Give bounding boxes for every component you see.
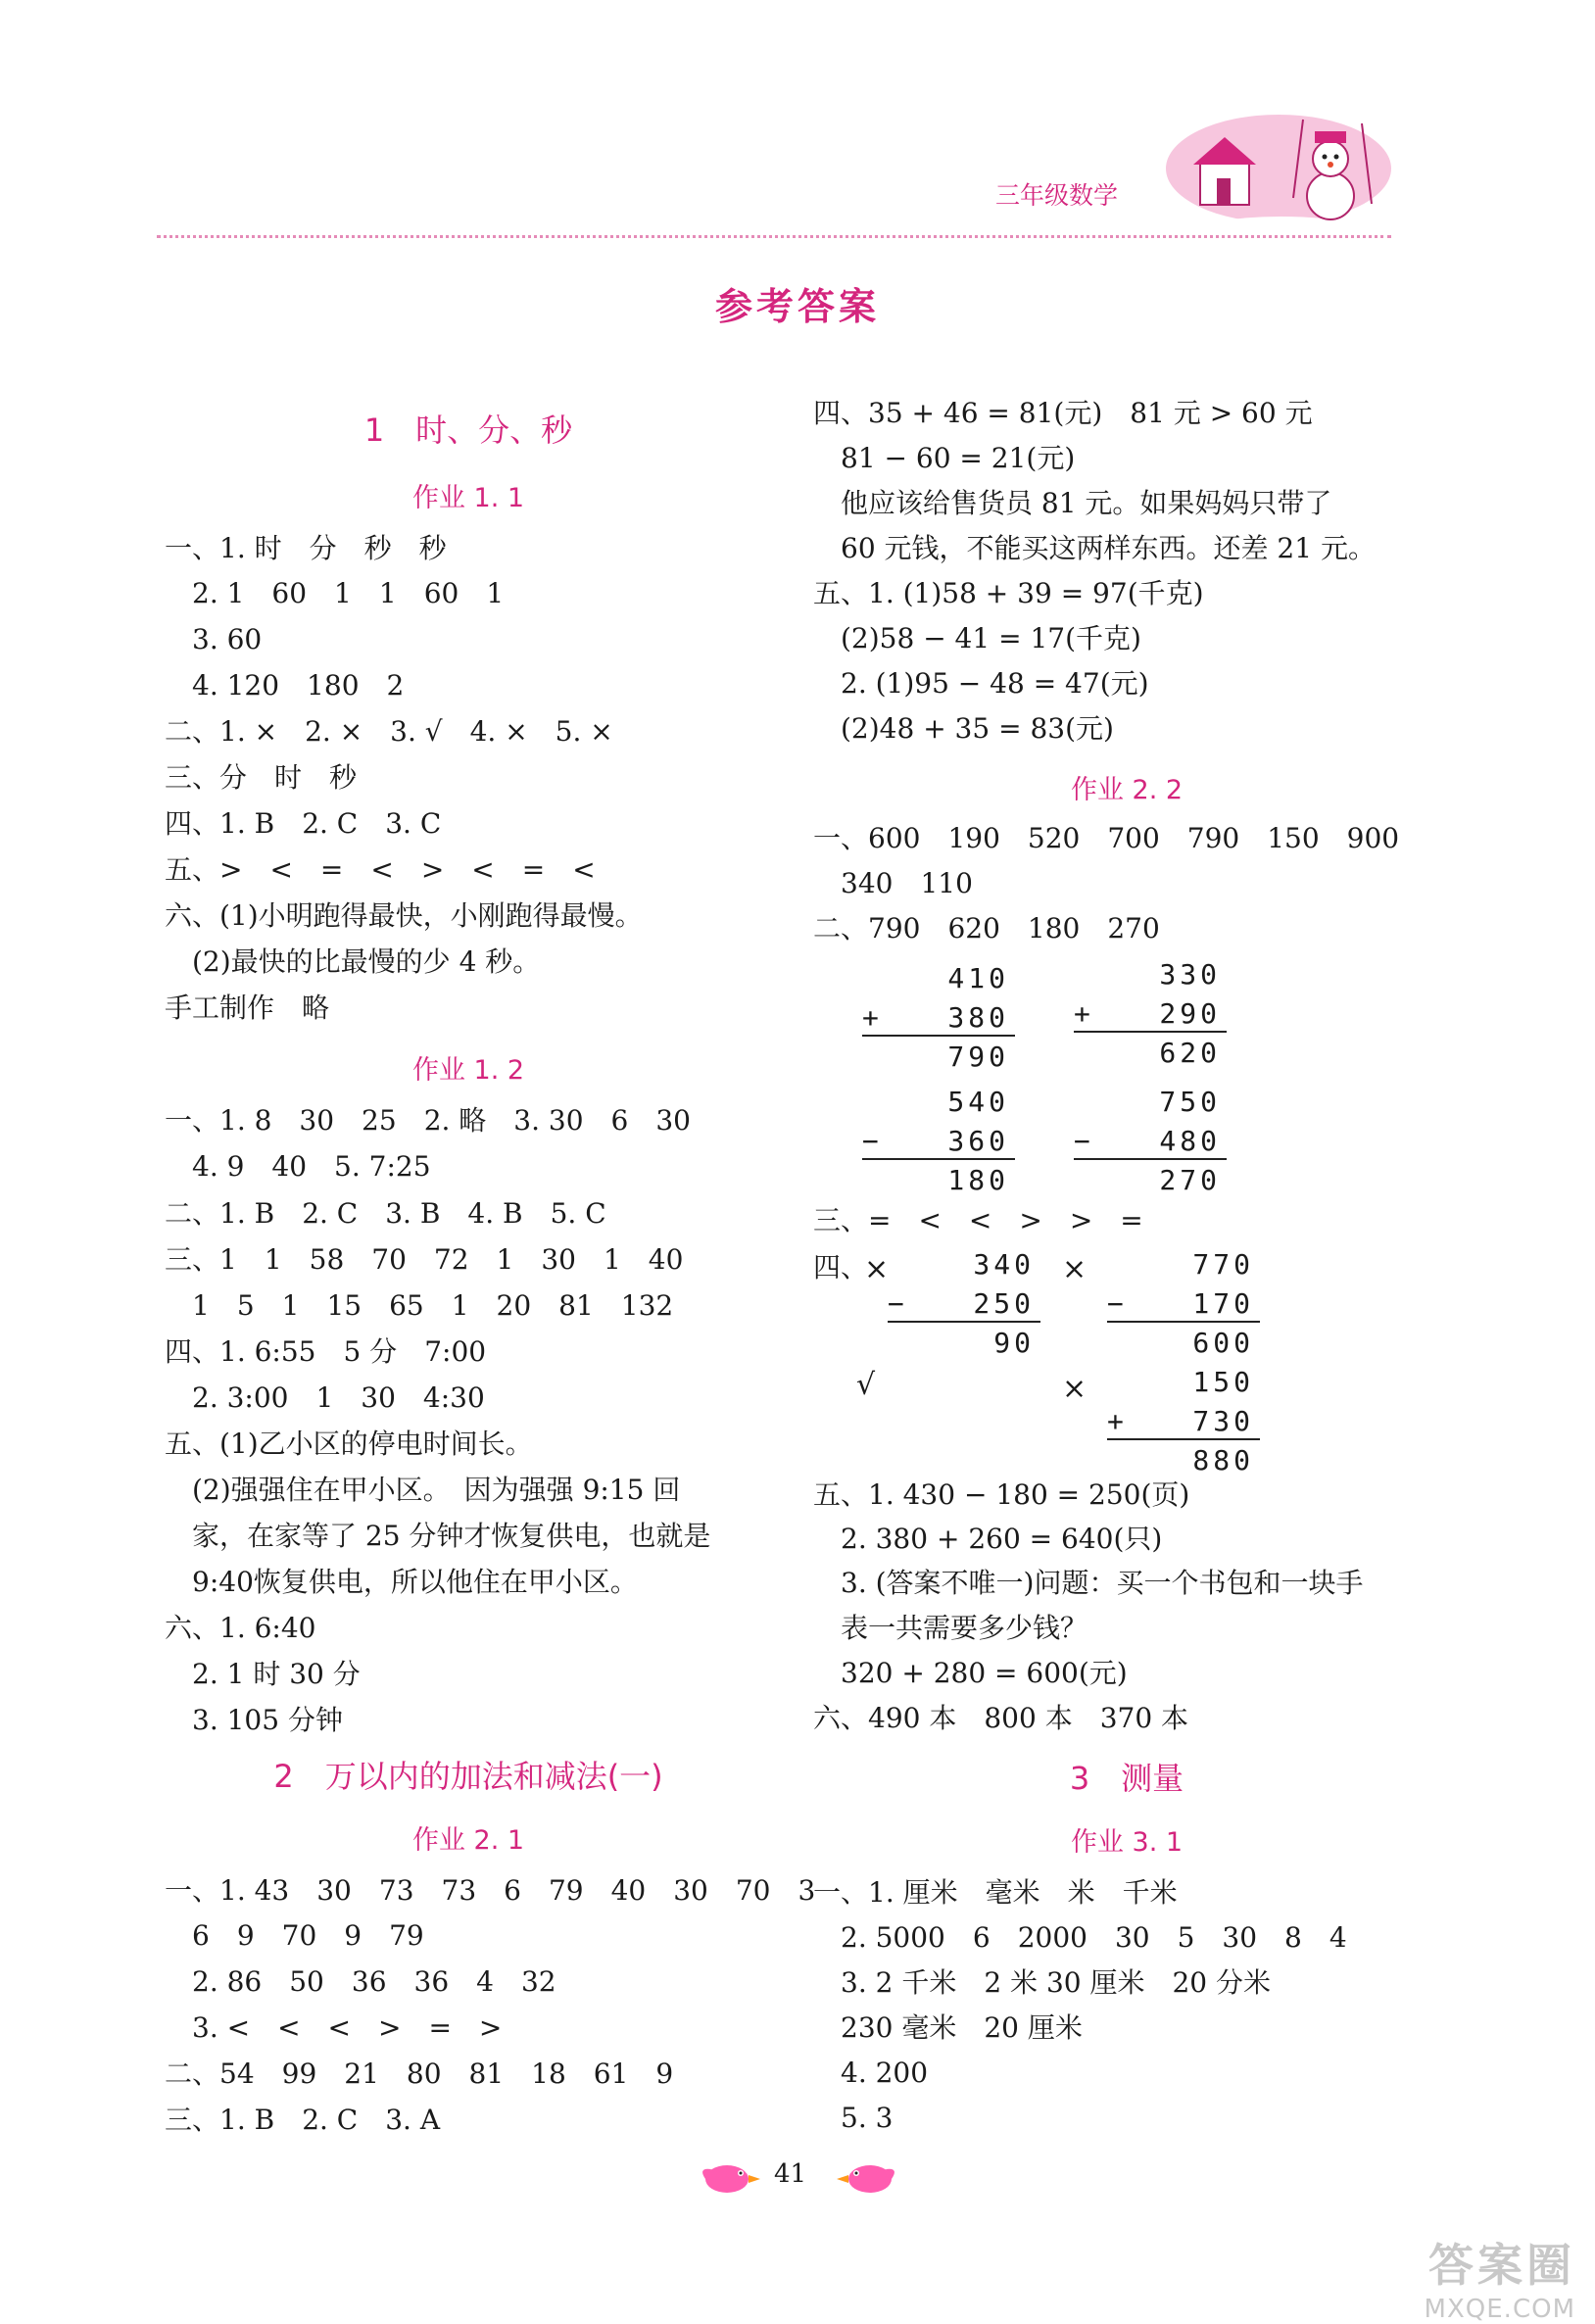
calc-bottom-number: 380 [947,1001,1009,1034]
answer-line: 3. < < < > = > [165,2011,503,2044]
wrong-mark: × [1062,1372,1088,1406]
answer-line: 手工制作 略 [165,992,330,1024]
unit2-title: 2 万以内的加法和减法(一) [273,1758,663,1795]
hw31-title: 作业 3. 1 [1070,1827,1184,1858]
calc-operator: − [862,1125,879,1157]
answer-line: 六、(1)小明跑得最快，小刚跑得最慢。 [165,899,643,932]
vertical-calculation [1074,1086,1221,1213]
answer-line: 2. 380 + 260 = 640(只) [813,1523,1163,1555]
calc-result: 270 [1159,1164,1221,1196]
answer-line: 一、600 190 520 700 790 150 900 [813,822,1400,854]
answer-line: 2. (1)95 − 48 = 47(元) [813,667,1149,700]
answer-line: 2. 86 50 36 36 4 32 [165,1965,556,1998]
calc-operator: − [1107,1287,1124,1320]
calc-result: 790 [947,1041,1009,1073]
calc-line [862,1035,1015,1037]
answer-line: 二、1. × 2. × 3. √ 4. × 5. × [165,715,613,748]
wrong-mark: × [1062,1252,1088,1286]
calc-line [888,1321,1040,1323]
vertical-calculation [888,1248,1035,1376]
answer-line: 5. 3 [813,2102,894,2134]
answer-line: 表一共需要多少钱？ [813,1612,1088,1644]
calc-operator: + [1074,997,1090,1030]
hw22-title: 作业 2. 2 [1070,775,1184,805]
answer-line: 五、1. 430 − 180 = 250(页) [813,1478,1190,1511]
calc-line [1074,1158,1227,1160]
calc-result: 600 [1192,1327,1254,1359]
calc-bottom-number: 730 [1192,1405,1254,1437]
calc-line [1074,1031,1227,1033]
answer-line: 1 5 1 15 65 1 20 81 132 [165,1289,674,1322]
answer-line: 三、1. B 2. C 3. A [165,2104,441,2136]
answer-line: 三、分 时 秒 [165,761,358,794]
answer-line: 五、(1)乙小区的停电时间长。 [165,1428,533,1460]
unit3-title: 3 测量 [1069,1760,1184,1797]
answer-line: 一、1. 时 分 秒 秒 [165,532,447,564]
hw21-title: 作业 2. 1 [411,1825,525,1856]
vertical-calculation [1107,1366,1254,1493]
vertical-calculation [1107,1248,1254,1376]
answer-line: 家，在家等了 25 分钟才恢复供电，也就是 [165,1520,711,1552]
vertical-calculation [862,1086,1009,1213]
answer-line: 340 110 [813,867,973,899]
answer-line: 4. 120 180 2 [165,669,405,702]
unit1-title: 1 时、分、秒 [363,412,573,449]
calc-bottom-number: 170 [1192,1287,1254,1320]
page-number: 41 [774,2159,807,2189]
answer-line: 2. 3:00 1 30 4:30 [165,1381,485,1414]
calc-operator: − [1074,1125,1090,1157]
header-grade-label: 三年级数学 [995,181,1119,210]
calc-bottom-number: 360 [947,1125,1009,1157]
page-title: 参考答案 [714,285,880,328]
answer-line: 6 9 70 9 79 [165,1919,424,1952]
answer-line: 四、35 + 46 = 81(元) 81 元 > 60 元 [813,397,1313,429]
answer-line: (2)强强住在甲小区。 因为强强 9:15 回 [165,1474,681,1506]
calc-line [862,1158,1015,1160]
hw11-title: 作业 1. 1 [411,483,525,513]
answer-line: 二、790 620 180 270 [813,912,1160,944]
wrong-mark: × [864,1252,890,1286]
watermark-logo-text: 答案圈 [1428,2239,1575,2292]
calc-top-number: 330 [1159,958,1221,991]
check-mark: √ [856,1368,876,1402]
answer-line: 三、= < < > > = [813,1204,1143,1236]
answer-line: 四、1. 6:55 5 分 7:00 [165,1335,487,1368]
calc-top-number: 540 [947,1086,1009,1118]
answer-line: 3. (答案不唯一)问题：买一个书包和一块手 [813,1567,1364,1599]
header-dotted-divider [157,235,1391,238]
answer-line: 4. 9 40 5. 7:25 [165,1150,431,1183]
calc-line [1107,1438,1260,1440]
calc-bottom-number: 250 [973,1287,1035,1320]
answer-line: 六、490 本 800 本 370 本 [813,1702,1189,1734]
answer-line: 五、1. (1)58 + 39 = 97(千克) [813,577,1204,609]
calc-operator: + [862,1001,879,1034]
calc-result: 90 [993,1327,1035,1359]
calc-top-number: 770 [1192,1248,1254,1281]
answer-line: 81 − 60 = 21(元) [813,442,1076,474]
calc-top-number: 340 [973,1248,1035,1281]
vertical-calculation [1074,958,1221,1086]
answer-line: 一、1. 8 30 25 2. 略 3. 30 6 30 [165,1104,691,1137]
answer-line: 六、1. 6:40 [165,1612,316,1644]
calc-operator: + [1107,1405,1124,1437]
answer-line: 230 毫米 20 厘米 [813,2011,1083,2044]
answer-line: 4. 200 [813,2057,929,2089]
calc-result: 180 [947,1164,1009,1196]
answer-line: (2)48 + 35 = 83(元) [813,712,1114,745]
answer-line: 3. 2 千米 2 米 30 厘米 20 分米 [813,1966,1272,1999]
answer-line: 五、> < = < > < = < [165,853,596,886]
hw12-title: 作业 1. 2 [411,1055,525,1086]
answer-line: 一、1. 43 30 73 73 6 79 40 30 70 3 [165,1874,816,1907]
calc-result: 620 [1159,1037,1221,1069]
answer-line: 2. 1 60 1 1 60 1 [165,577,505,609]
answer-line: 60 元钱，不能买这两样东西。还差 21 元。 [813,532,1376,564]
watermark [1425,2230,1575,2324]
answer-line: 9:40恢复供电，所以他住在甲小区。 [165,1566,638,1598]
calc-top-number: 750 [1159,1086,1221,1118]
answer-line: 3. 60 [165,623,263,655]
calc-line [1107,1321,1260,1323]
calc-top-number: 410 [947,962,1009,994]
answer-line: 四、1. B 2. C 3. C [165,807,442,840]
answer-line: 四、 [813,1251,869,1283]
calc-result: 880 [1192,1444,1254,1477]
calc-bottom-number: 290 [1159,997,1221,1030]
answer-line: 3. 105 分钟 [165,1704,343,1736]
snowman-house-illustration [1156,110,1401,237]
watermark-url: MXQE.COM [1424,2295,1575,2324]
vertical-calculation [862,962,1009,1089]
answer-line: (2)最快的比最慢的少 4 秒。 [165,945,541,978]
answer-line: 二、54 99 21 80 81 18 61 9 [165,2058,674,2090]
answer-line: 三、1 1 58 70 72 1 30 1 40 [165,1243,684,1276]
answer-line: (2)58 − 41 = 17(千克) [813,622,1141,654]
bird-icon [835,2155,899,2199]
answer-line: 2. 1 时 30 分 [165,1658,361,1690]
calc-operator: − [888,1287,904,1320]
calc-bottom-number: 480 [1159,1125,1221,1157]
calc-top-number: 150 [1192,1366,1254,1398]
answer-line: 二、1. B 2. C 3. B 4. B 5. C [165,1197,606,1230]
answer-line: 320 + 280 = 600(元) [813,1657,1128,1689]
answer-line: 2. 5000 6 2000 30 5 30 8 4 [813,1921,1347,1954]
answer-line: 他应该给售货员 81 元。如果妈妈只带了 [813,487,1332,519]
bird-icon [698,2155,762,2199]
answer-line: 一、1. 厘米 毫米 米 千米 [813,1876,1178,1909]
